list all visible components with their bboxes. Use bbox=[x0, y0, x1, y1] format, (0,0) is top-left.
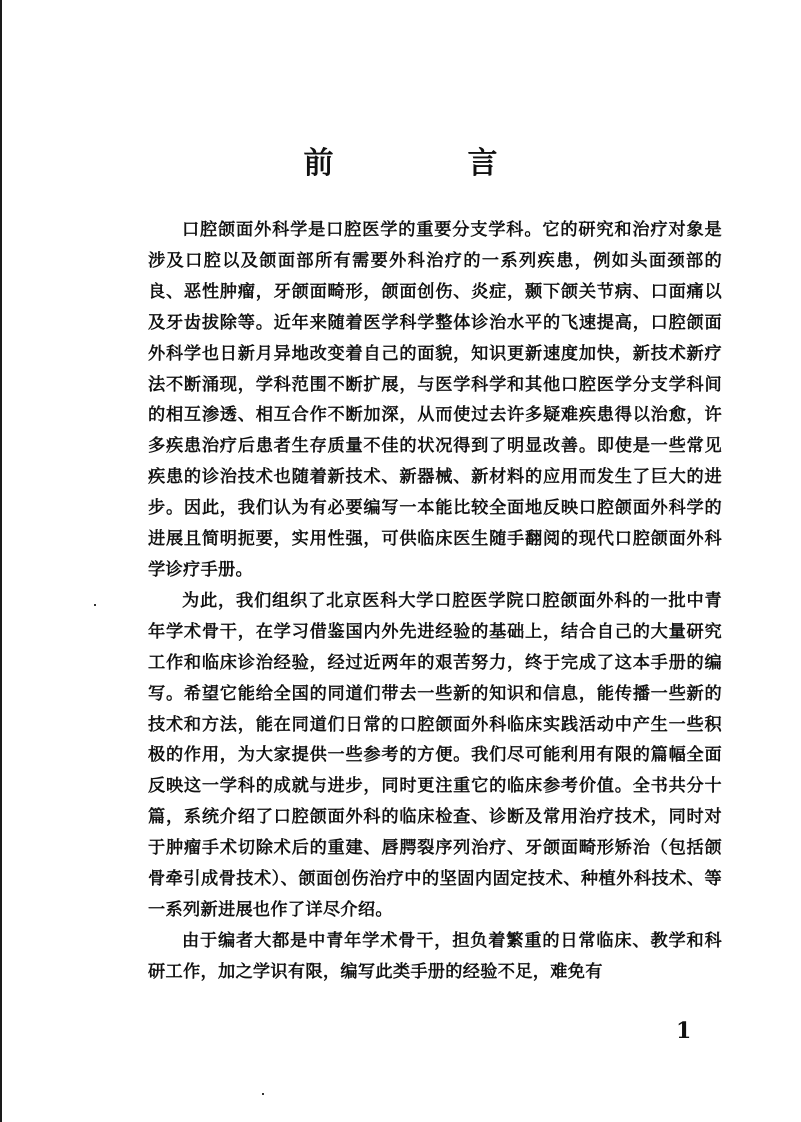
scan-speck bbox=[262, 1093, 264, 1095]
paragraph-2: 为此，我们组织了北京医科大学口腔医学院口腔颌面外科的一批中青年学术骨干，在学习借鉴国内外先进经验的基础上，结合自己的大量研究工作和临床诊治经验，经过近两年的艰苦努力，终于完成了这本手册的编写。希望它能给全国的同道们带去一些新的知识和信息，能传播一些新的技术和方法，能在同道们日常的口腔颌面外科临床实践活动中产生一些积极的作用，为大家提供一些参考的方便。我们尽可能利用有限的篇幅全面反映这一学科的成就与进步，同时更注重它的临床参考价值。全书共分十篇，系统介绍了口腔颌面外科的临床检查、诊断及常用治疗技术，同时对于肿瘤手术切除术后的重建、唇腭裂序列治疗、牙颌面畸形矫治（包括颌骨牵引成骨技术）、颌面创伤治疗中的坚固内固定技术、种植外科技术、等一系列新进展也作了详尽介绍。 bbox=[148, 590, 722, 920]
scan-speck bbox=[94, 604, 96, 606]
paragraph-3: 由于编者大都是中青年学术骨干，担负着繁重的日常临床、教学和科研工作，加之学识有限，编写此类手册的经验不足，难免有 bbox=[148, 930, 722, 982]
page-number: 1 bbox=[676, 1018, 692, 1044]
preface-body bbox=[148, 215, 722, 988]
paragraph-1: 口腔颌面外科学是口腔医学的重要分支学科。它的研究和治疗对象是涉及口腔以及颌面部所有需要外科治疗的一系列疾患，例如头面颈部的良、恶性肿瘤，牙颌面畸形，颌面创伤、炎症，颞下颌关节病、口面痛以及牙齿拔除等。近年来随着医学科学整体诊治水平的飞速提高，口腔颌面外科学也日新月异地改变着自己的面貌，知识更新速度加快，新技术新疗法不断涌现，学科范围不断扩展，与医学科学和其他口腔医学分支学科间的相互渗透、相互合作不断加深，从而使过去许多疑难疾患得以治愈，许多疾患治疗后患者生存质量不佳的状况得到了明显改善。即使是一些常见疾患的诊治技术也随着新技术、新器械、新材料的应用而发生了巨大的进步。因此，我们认为有必要编写一本能比较全面地反映口腔颌面外科学的进展且简明扼要，实用性强，可供临床医生随手翻阅的现代口腔颌面外科学诊疗手册。 bbox=[148, 220, 722, 580]
page-title: 前 言 bbox=[303, 146, 550, 182]
